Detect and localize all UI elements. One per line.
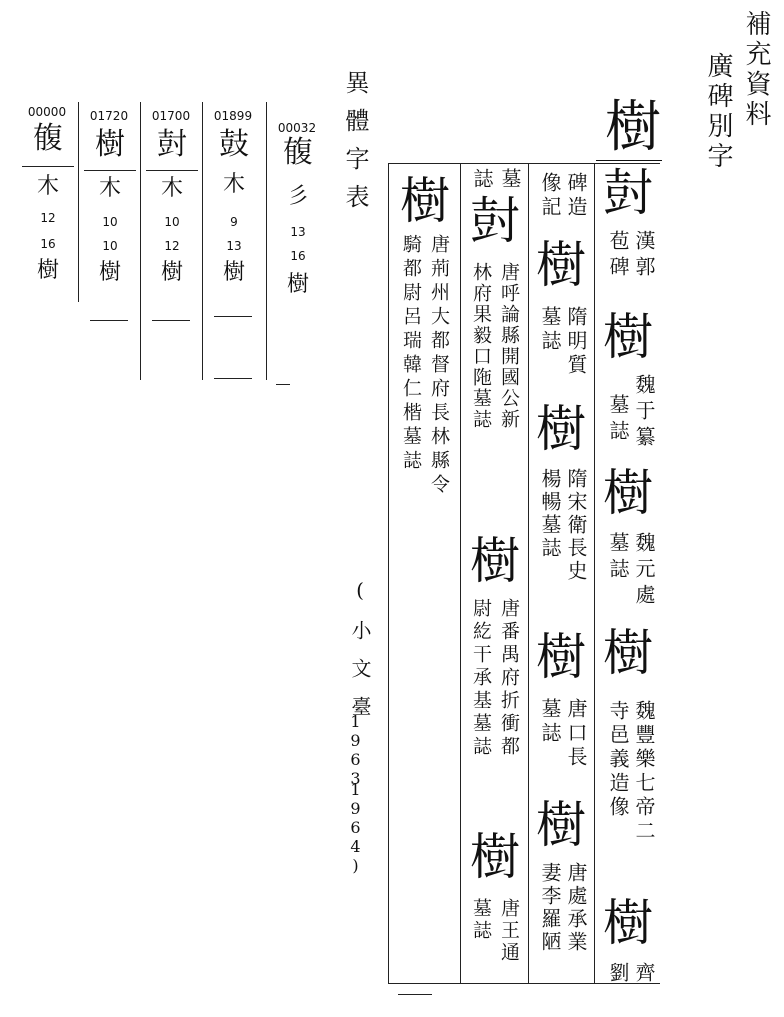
entry-glyph: 樹 xyxy=(603,894,653,952)
entry-glyph: 樹 xyxy=(470,532,520,590)
entry-glyph: 尌 xyxy=(470,192,520,250)
entry-prefix: 誌 xyxy=(470,168,494,188)
variant-n2: 16 xyxy=(290,249,306,263)
variant-glyph: 尌 xyxy=(157,127,187,162)
entry-source: 唐荊州大都督府長林縣令 xyxy=(428,234,450,498)
entry-glyph: 樹 xyxy=(536,236,586,294)
variant-code: 00000 xyxy=(27,105,67,119)
entry-glyph: 樹 xyxy=(470,828,520,886)
entry-source: 唐處承業 xyxy=(564,862,588,954)
entry-glyph: 樹 xyxy=(603,464,653,522)
subtitle-label: 廣碑別字 xyxy=(703,52,733,172)
entry-source: 唐番禺府折衝都 xyxy=(498,598,520,759)
variant-glyph: 樹 xyxy=(95,127,125,162)
entry-glyph: 樹 xyxy=(536,796,586,854)
variant-radical: 彡 xyxy=(286,184,309,209)
variant-n2: 10 xyxy=(102,239,118,253)
variant-n1: 10 xyxy=(102,215,118,229)
table-title: 異體字表 xyxy=(341,70,369,222)
variant-radical: 木 xyxy=(98,176,121,201)
entry-source: 唐王通 xyxy=(498,898,520,964)
variant-radical: 木 xyxy=(36,174,59,199)
margin-note: 1963 xyxy=(346,712,365,788)
series-label: 補充資料 xyxy=(741,10,771,130)
entry-source: 苞碑 xyxy=(606,230,630,282)
variant-code: 01720 xyxy=(89,109,129,123)
entry-source: 楊暢墓誌 xyxy=(538,468,562,560)
variant-n2: 12 xyxy=(164,239,180,253)
entry-source: 墓誌 xyxy=(606,532,630,584)
entry-source: 魏豐樂七帝二 xyxy=(632,700,656,844)
variant-n1: 13 xyxy=(290,225,306,239)
entry-glyph: 樹 xyxy=(603,308,653,366)
entry-glyph: 樹 xyxy=(603,624,653,682)
variant-n2: 16 xyxy=(40,237,56,251)
entry-source: 漢郭 xyxy=(632,230,656,282)
variant-n2: 13 xyxy=(226,239,242,253)
entry-source: 隋宋衛長史 xyxy=(564,468,588,583)
variant-standard: 樹 xyxy=(160,260,183,285)
margin-note: 1964) xyxy=(346,780,365,875)
entry-source: 寺邑義造像 xyxy=(606,700,630,820)
variant-code: 00032 xyxy=(277,121,317,135)
entry-glyph: 樹 xyxy=(400,172,450,230)
entry-source: 唐呼論縣開國公新 xyxy=(498,262,520,430)
variant-radical: 木 xyxy=(222,172,245,197)
entry-source: 唐口長 xyxy=(564,698,588,770)
entry-source: 魏于纂 xyxy=(632,374,656,452)
entry-source: 墓誌 xyxy=(606,394,630,446)
entry-source: 劉 xyxy=(606,962,630,982)
variant-standard: 樹 xyxy=(286,272,309,297)
entry-source: 騎都尉呂瑞韓仁楷墓誌 xyxy=(400,234,422,474)
variant-n1: 9 xyxy=(230,215,238,229)
entry-prefix: 墓 xyxy=(498,168,522,188)
entry-prefix: 像記 xyxy=(538,172,562,220)
entry-source: 妻李羅陋 xyxy=(538,862,562,954)
variant-radical: 木 xyxy=(160,176,183,201)
variant-code: 01899 xyxy=(213,109,253,123)
entry-prefix: 碑造 xyxy=(564,172,588,220)
variant-glyph: 㬼 xyxy=(33,121,63,156)
entry-source: 墓誌 xyxy=(538,306,562,354)
headword-rule xyxy=(596,160,662,161)
entry-source: 齊 xyxy=(632,962,656,982)
entry-source: 林府果毅口陁墓誌 xyxy=(470,262,492,430)
entry-glyph: 尌 xyxy=(603,164,653,222)
headword: 樹 xyxy=(605,95,661,160)
entry-glyph: 樹 xyxy=(536,400,586,458)
entry-source: 墓誌 xyxy=(538,698,562,746)
entry-glyph: 樹 xyxy=(536,628,586,686)
variant-n1: 12 xyxy=(40,211,56,225)
variant-glyph: 鼓 xyxy=(219,127,249,162)
variant-standard: 樹 xyxy=(222,260,245,285)
entry-source: 尉紇干承基墓誌 xyxy=(470,598,492,759)
variant-standard: 樹 xyxy=(98,260,121,285)
variant-glyph: 㬼 xyxy=(283,135,313,170)
variant-n1: 10 xyxy=(164,215,180,229)
variant-code: 01700 xyxy=(151,109,191,123)
entry-source: 魏元處 xyxy=(632,532,656,610)
entry-source: 隋明質 xyxy=(564,306,588,378)
variant-standard: 樹 xyxy=(36,258,59,283)
margin-note: (小文臺 xyxy=(348,578,372,734)
entry-source: 墓誌 xyxy=(470,898,492,942)
